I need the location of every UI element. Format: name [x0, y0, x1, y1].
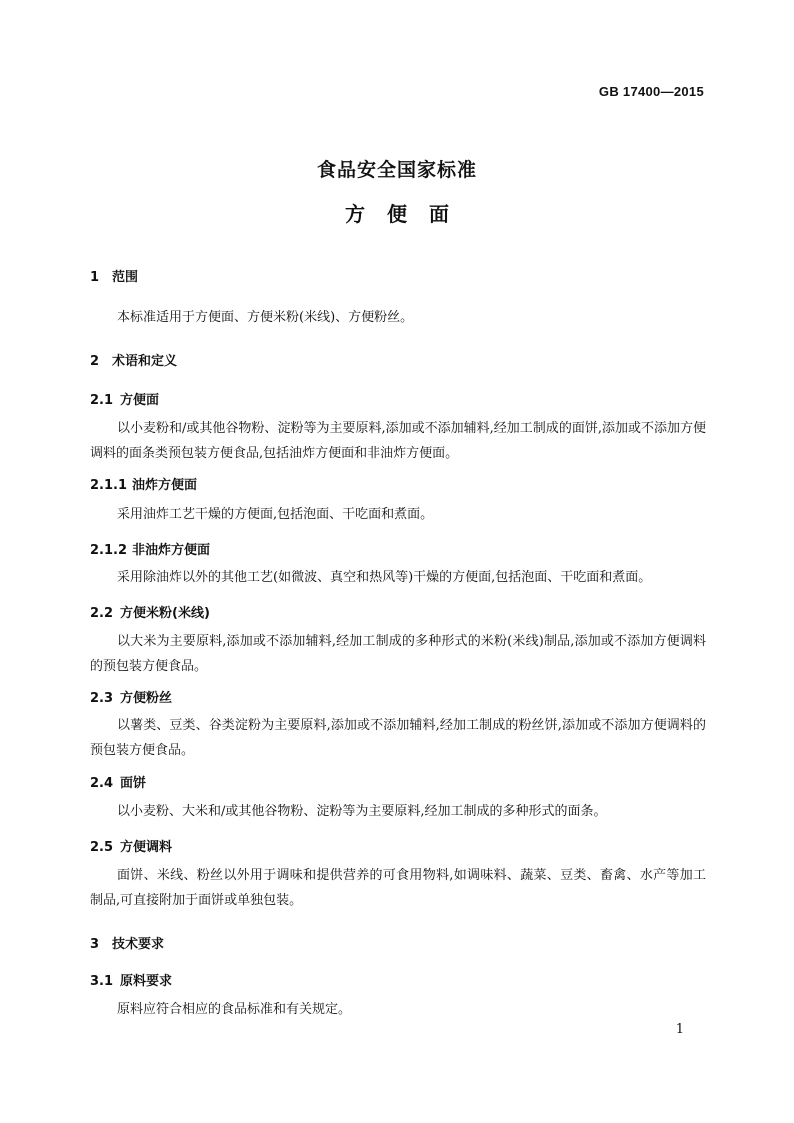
section-title: 范围: [112, 270, 139, 285]
paragraph: 以小麦粉、大米和/或其他谷物粉、淀粉等为主要原料,经加工制成的多种形式的面条。: [117, 804, 607, 819]
section-title: 术语和定义: [112, 354, 178, 369]
document-subtitle: 方便面: [345, 202, 471, 226]
paragraph: 以小麦粉和/或其他谷物粉、淀粉等为主要原料,添加或不添加辅料,经加工制成的面饼,添加或不添加方便调料的面条类预包装方便食品,包括油炸方便面和非油炸方便面。: [90, 421, 706, 461]
section-number: 2.2: [90, 606, 114, 621]
section-number: 3: [90, 937, 100, 952]
section-title: 非油炸方便面: [132, 543, 211, 558]
section-number: 2.1: [90, 393, 114, 408]
section-heading-2-1-2: [90, 539, 210, 558]
paragraph: 原料应符合相应的食品标准和有关规定。: [117, 1002, 352, 1017]
paragraph: 采用除油炸以外的其他工艺(如微波、真空和热风等)干燥的方便面,包括泡面、干吃面和煮面。: [117, 570, 652, 585]
section-heading-3-1: [90, 970, 172, 989]
document-title: 食品安全国家标准: [316, 159, 477, 181]
section-title: 方便米粉(米线): [120, 606, 210, 621]
section-title: 方便面: [120, 393, 160, 408]
section-heading-2-1: [90, 389, 159, 408]
section-number: 2: [90, 354, 100, 369]
section-heading-2-3: [90, 687, 172, 706]
section-title: 油炸方便面: [132, 478, 198, 493]
paragraph: 面饼、米线、粉丝以外用于调味和提供营养的可食用物料,如调味料、蔬菜、豆类、畜禽、水产等加工制品,可直接附加于面饼或单独包装。: [90, 868, 706, 908]
standard-code: GB 17400—2015: [598, 84, 704, 99]
section-number: 2.5: [90, 840, 114, 855]
section-heading-2-4: [90, 772, 146, 791]
section-number: 1: [90, 270, 100, 285]
paragraph: 本标准适用于方便面、方便米粉(米线)、方便粉丝。: [117, 310, 414, 325]
section-heading-2-5: [90, 836, 172, 855]
section-title: 原料要求: [120, 974, 173, 989]
section-heading-2: [90, 350, 177, 369]
section-title: 方便粉丝: [120, 691, 173, 706]
paragraph: 以薯类、豆类、谷类淀粉为主要原料,添加或不添加辅料,经加工制成的粉丝饼,添加或不添加方便调料的预包装方便食品。: [90, 718, 706, 758]
section-title: 方便调料: [120, 840, 173, 855]
section-heading-2-2: [90, 602, 210, 621]
paragraph: 以大米为主要原料,添加或不添加辅料,经加工制成的多种形式的米粉(米线)制品,添加或不添加方便调料的预包装方便食品。: [90, 634, 706, 674]
page-number: 1: [675, 1022, 684, 1037]
section-number: 2.1.2: [90, 543, 128, 558]
section-heading-2-1-1: [90, 474, 197, 493]
section-number: 2.3: [90, 691, 114, 706]
section-title: 面饼: [120, 776, 147, 791]
section-heading-1: [90, 266, 138, 285]
paragraph: 采用油炸工艺干燥的方便面,包括泡面、干吃面和煮面。: [117, 507, 434, 522]
section-title: 技术要求: [112, 937, 165, 952]
section-number: 3.1: [90, 974, 114, 989]
section-number: 2.1.1: [90, 478, 128, 493]
section-heading-3: [90, 933, 164, 952]
section-number: 2.4: [90, 776, 114, 791]
